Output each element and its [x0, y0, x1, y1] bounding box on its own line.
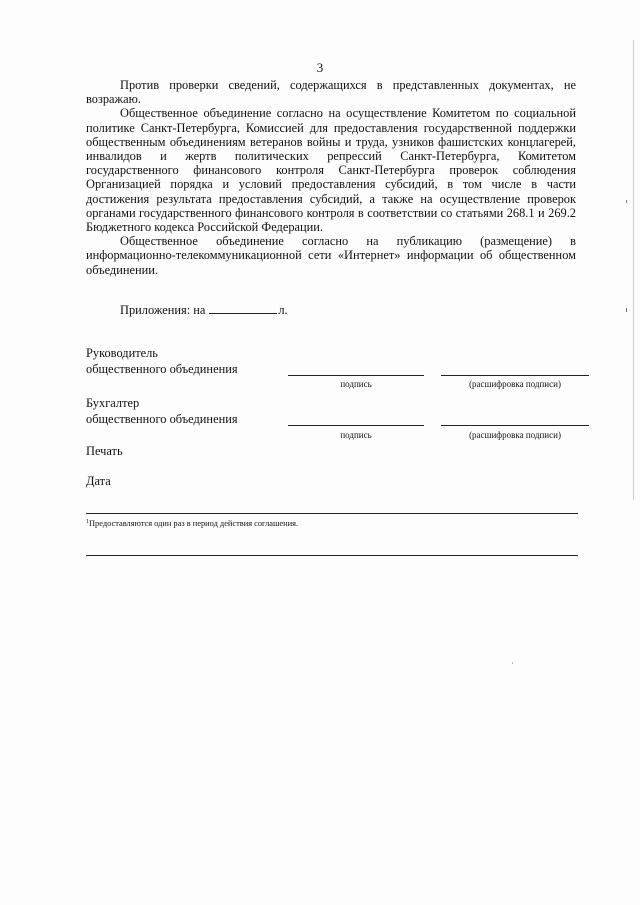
accountant-title-line2: общественного объединения — [86, 412, 238, 426]
bottom-rule — [86, 555, 578, 556]
footnote-separator — [86, 513, 578, 514]
page-number: 3 — [316, 60, 324, 75]
head-decoding-caption: (расшифровка подписи) — [469, 379, 561, 389]
accountant-signature-line — [288, 425, 424, 426]
accountant-signature-caption: подпись — [340, 430, 372, 440]
document-body — [86, 78, 576, 277]
scan-edge-mark — [633, 40, 634, 500]
footnote-marker: 1 — [86, 519, 89, 525]
date-label: Дата — [86, 474, 111, 488]
paragraph-publication-consent: Общественное объединение согласно на публикацию (размещение) в информационно-телекоммуникационной сети «Интернет» информации об общественном объединении. — [86, 234, 576, 277]
appendix-suffix: л. — [278, 303, 288, 317]
appendix-pages-blank — [209, 302, 277, 314]
head-title-line2: общественного объединения — [86, 362, 238, 376]
head-signature-caption: подпись — [340, 379, 372, 389]
head-decoding-line — [441, 375, 589, 376]
head-signature-line — [288, 375, 424, 376]
head-title-line1: Руководитель — [86, 346, 158, 360]
footnote-text: Предоставляются один раз в период действия соглашения. — [89, 519, 299, 528]
paragraph-inspection-consent: Общественное объединение согласно на осуществление Комитетом по социальной политике Санкт-Петербурга, Комиссией для предоставления государственной поддержки общественным объединениям ветеранов войны и труда, узников фашистских концлагерей, инвалидов и жертв политических репрессий Санкт-Петербурга, Комитетом государственного финансового контроля Санкт-Петербурга проверок соблюдения Организацией порядка и условий предоставления субсидий, в том числе в части достижения результата предоставления субсидий, а также на осуществление проверок органами государственного финансового контроля в соответствии со статьями 268.1 и 269.2 Бюджетного кодекса Российской Федерации. — [86, 106, 576, 235]
scan-speck — [626, 308, 627, 312]
scan-speck — [626, 200, 627, 203]
footnote — [86, 519, 298, 528]
appendix-label: Приложения: на — [120, 303, 206, 317]
seal-label: Печать — [86, 444, 123, 458]
paragraph-no-objection: Против проверки сведений, содержащихся в представленных документах, не возражаю. — [86, 78, 576, 107]
accountant-title-line1: Бухгалтер — [86, 396, 140, 410]
accountant-decoding-line — [441, 425, 589, 426]
appendix-line — [120, 302, 288, 318]
scan-speck — [512, 662, 513, 664]
accountant-decoding-caption: (расшифровка подписи) — [469, 430, 561, 440]
